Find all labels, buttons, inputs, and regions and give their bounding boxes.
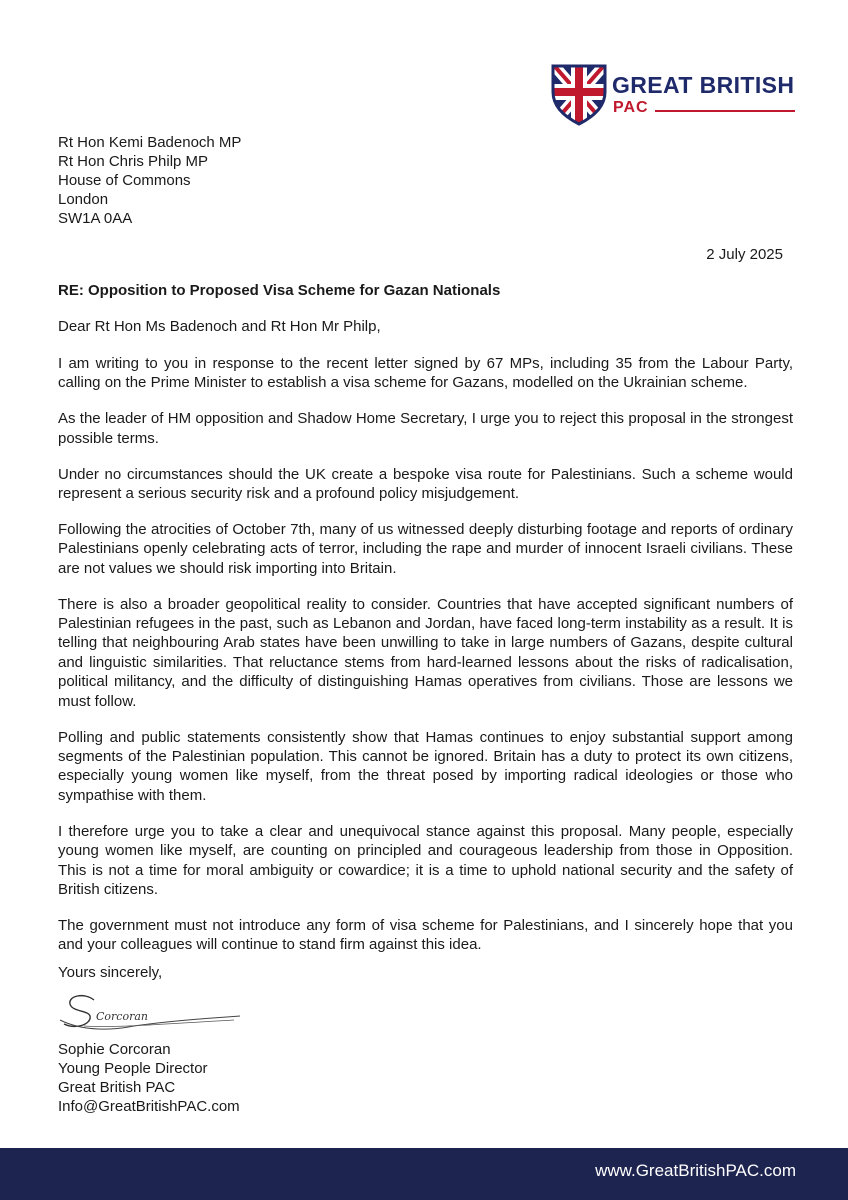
body-paragraph: I am writing to you in response to the recent letter signed by 67 MPs, including 35 from the Labour Party, calling on the Prime Minister to establish a visa scheme for Gazans, modelled on the Ukrainian scheme.: [58, 355, 793, 392]
recipient-line: London: [58, 191, 109, 208]
logo-divider: [655, 110, 795, 112]
footer-website-link[interactable]: www.GreatBritishPAC.com: [595, 1161, 796, 1180]
sender-email[interactable]: Info@GreatBritishPAC.com: [58, 1098, 240, 1115]
sender-details: [58, 1040, 240, 1116]
body-paragraph: The government must not introduce any form of visa scheme for Palestinians, and I sincerely hope that you and your colleagues will continue to stand firm against this idea.: [58, 916, 793, 954]
sender-name: Sophie Corcoran: [58, 1041, 171, 1058]
body-paragraph: I therefore urge you to take a clear and unequivocal stance against this proposal. Many people, especially young women like myself, are counting on principled and courageous leadership from those in Opposition. This is not a time for moral ambiguity or cowardice; it is a time to uphold national security and the safety of British citizens.: [58, 822, 793, 898]
recipient-line: SW1A 0AA: [58, 210, 133, 227]
recipient-line: Rt Hon Chris Philp MP: [58, 153, 209, 170]
sender-organisation: Great British PAC: [58, 1079, 176, 1096]
letter-subject: RE: Opposition to Proposed Visa Scheme for Gazan Nationals: [58, 282, 501, 299]
letter-salutation: Dear Rt Hon Ms Badenoch and Rt Hon Mr Philp,: [58, 318, 381, 335]
union-jack-shield-icon: [551, 62, 607, 126]
body-paragraph: As the leader of HM opposition and Shadow Home Secretary, I urge you to reject this proposal in the strongest possible terms.: [58, 410, 793, 447]
recipient-line: Rt Hon Kemi Badenoch MP: [58, 134, 242, 151]
body-paragraph: Following the atrocities of October 7th, many of us witnessed deeply disturbing footage and reports of ordinary Palestinians openly celebrating acts of terror, including the rape and murder of innocent Israeli civilians. These are not values we should risk importing into Britain.: [58, 520, 793, 577]
letter-closing: Yours sincerely,: [58, 964, 163, 981]
recipient-line: House of Commons: [58, 172, 191, 189]
logo-title: GREAT BRITISH: [612, 72, 795, 98]
body-paragraph: There is also a broader geopolitical reality to consider. Countries that have accepted significant numbers of Palestinian refugees in the past, such as Lebanon and Jordan, have faced long-term instability as a result. It is telling that neighbouring Arab states have been unwilling to take in large numbers of Gazans, despite cultural and linguistic similarities. That reluctance stems from hard-learned lessons about the risks of radicalisation, political militancy, and the difficulty of distinguishing Hamas operatives from civilians. Those are lessons we must follow.: [58, 595, 793, 710]
body-paragraph: Polling and public statements consistently show that Hamas continues to enjoy substantial support among segments of the Palestinian population. This cannot be ignored. Britain has a duty to protect its own citizens, especially young women like myself, from the threat posed by importing radical ideologies or those who sympathise with them.: [58, 728, 793, 804]
great-british-pac-logo: [551, 62, 801, 128]
letter-date: 2 July 2025: [706, 246, 783, 263]
handwritten-signature: [54, 990, 244, 1034]
footer-bar: [0, 1148, 848, 1200]
recipient-address: [58, 133, 241, 228]
letter-body: [58, 354, 793, 971]
sender-title: Young People Director: [58, 1060, 208, 1077]
body-paragraph: Under no circumstances should the UK create a bespoke visa route for Palestinians. Such a scheme would represent a serious security risk and a profound policy misjudgement.: [58, 465, 793, 503]
svg-text:Corcoran: Corcoran: [96, 1010, 148, 1023]
logo-subtitle: PAC: [613, 99, 649, 116]
